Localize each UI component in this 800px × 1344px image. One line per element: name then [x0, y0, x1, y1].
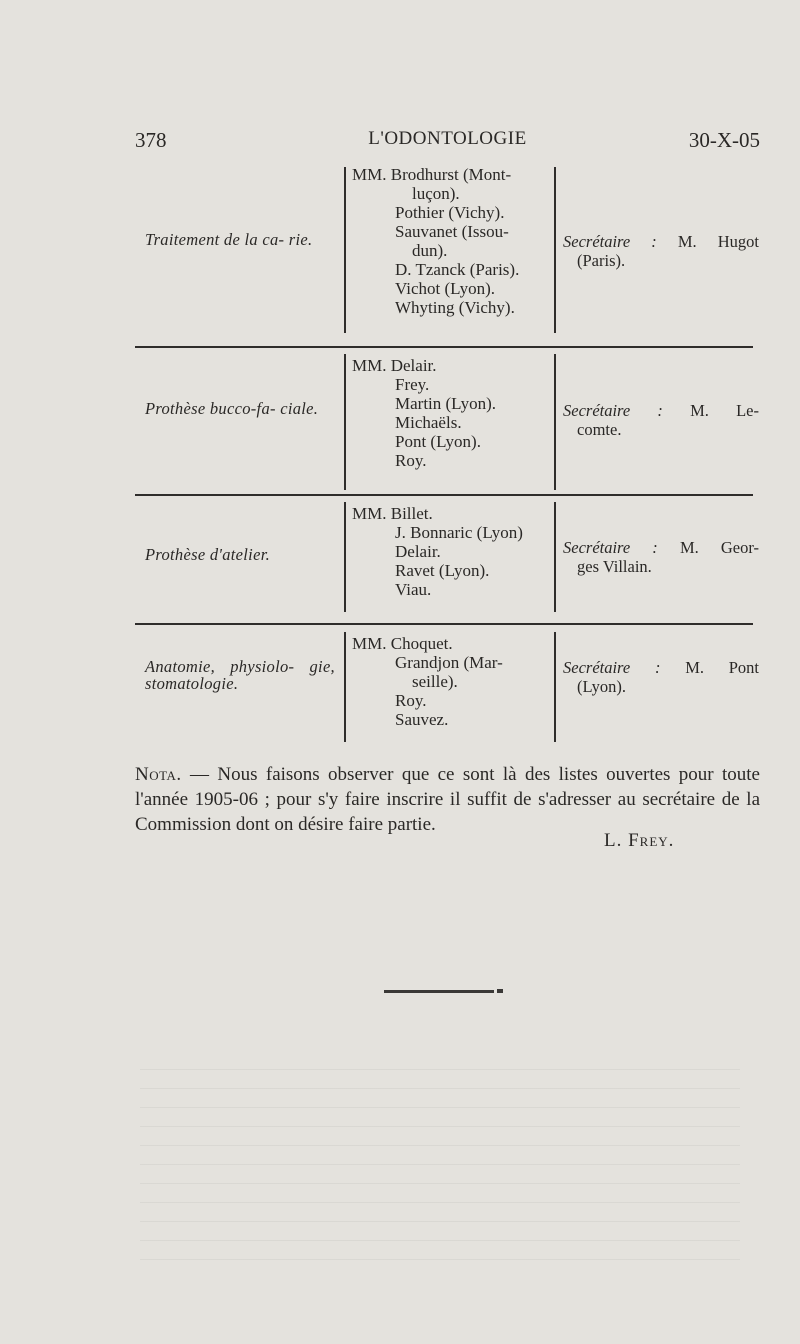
member-entry: MM. Billet. [352, 504, 433, 523]
column-divider [344, 502, 346, 612]
member-entry: Martin (Lyon). [395, 394, 497, 413]
commission-block-atelier [135, 498, 760, 618]
secretary-name-cont: ges Villain. [577, 557, 652, 576]
secretary-name: M. Pont [685, 658, 759, 677]
commission-block-anatomie [135, 628, 760, 748]
ornamental-rule [384, 990, 494, 993]
commission-category: Anatomie, physiolo- gie, stomatologie. [145, 657, 335, 693]
commission-category: Prothèse d'atelier. [145, 545, 271, 564]
secretary-label: Secrétaire : [563, 658, 661, 677]
ornamental-rule-end [497, 989, 503, 993]
show-through-texture [140, 1060, 740, 1260]
column-divider [344, 354, 346, 490]
nota-text: — Nous faisons observer que ce sont là des listes ouvertes pour toute l'année 1905-06 ; pour s'y faire inscrire il suffit de s'adresser au secrétaire de la Commission dont on désire faire partie. [135, 764, 760, 835]
member-entry: MM. Brodhurst (Mont- [352, 165, 512, 184]
commission-category: Traitement de la ca- rie. [145, 230, 313, 249]
section-rule [135, 346, 753, 348]
member-entry: Roy. [395, 451, 427, 470]
secretary-info [563, 232, 759, 270]
member-entry: MM. Choquet. [352, 634, 453, 653]
secretary-name-cont: comte. [577, 420, 622, 439]
member-entry: seille). [412, 672, 458, 691]
nota-paragraph [135, 762, 760, 837]
member-list [352, 165, 548, 317]
member-entry: Pothier (Vichy). [395, 203, 505, 222]
commission-block-caries [135, 163, 760, 338]
secretary-info [563, 538, 759, 576]
secretary-name: M. Geor- [679, 538, 760, 557]
member-entry: Roy. [395, 691, 427, 710]
column-divider [554, 632, 556, 742]
journal-title: L'ODONTOLOGIE [368, 128, 527, 149]
column-divider [554, 502, 556, 612]
member-entry: Ravet (Lyon). [395, 561, 490, 580]
secretary-name: M. Le- [690, 401, 759, 420]
member-entry: Michaëls. [395, 413, 462, 432]
signature: L. Frey. [604, 830, 675, 851]
member-list [352, 504, 548, 599]
member-entry: luçon). [412, 184, 460, 203]
running-head [135, 128, 760, 158]
member-entry: J. Bonnaric (Lyon) [395, 523, 523, 542]
member-list [352, 634, 548, 729]
column-divider [554, 167, 556, 333]
secretary-name-cont: (Paris). [577, 251, 626, 270]
column-divider [344, 167, 346, 333]
secretary-name: M. Hugot [677, 232, 760, 251]
member-entry: Pont (Lyon). [395, 432, 481, 451]
secretary-info [563, 658, 759, 696]
section-rule [135, 494, 753, 496]
member-entry: Delair. [395, 542, 441, 561]
secretary-info [563, 401, 759, 439]
commission-block-bucco-faciale [135, 352, 760, 492]
column-divider [344, 632, 346, 742]
commission-category: Prothèse bucco-fa- ciale. [145, 399, 319, 418]
nota-label: Nota. [135, 764, 182, 785]
member-entry: Sauvanet (Issou- [395, 222, 509, 241]
member-list [352, 356, 548, 470]
page-number: 378 [135, 128, 167, 152]
member-entry: Viau. [395, 580, 432, 599]
column-divider [554, 354, 556, 490]
section-rule [135, 623, 753, 625]
member-entry: Whyting (Vichy). [395, 298, 515, 317]
secretary-label: Secrétaire : [563, 401, 663, 420]
member-entry: dun). [412, 241, 448, 260]
member-entry: MM. Delair. [352, 356, 437, 375]
secretary-label: Secrétaire : [563, 232, 657, 251]
secretary-name-cont: (Lyon). [577, 677, 627, 696]
member-entry: Grandjon (Mar- [395, 653, 503, 672]
member-entry: D. Tzanck (Paris). [395, 260, 520, 279]
secretary-label: Secrétaire : [563, 538, 658, 557]
issue-date: 30-X-05 [688, 128, 760, 152]
member-entry: Frey. [395, 375, 430, 394]
member-entry: Sauvez. [395, 710, 449, 729]
member-entry: Vichot (Lyon). [395, 279, 496, 298]
